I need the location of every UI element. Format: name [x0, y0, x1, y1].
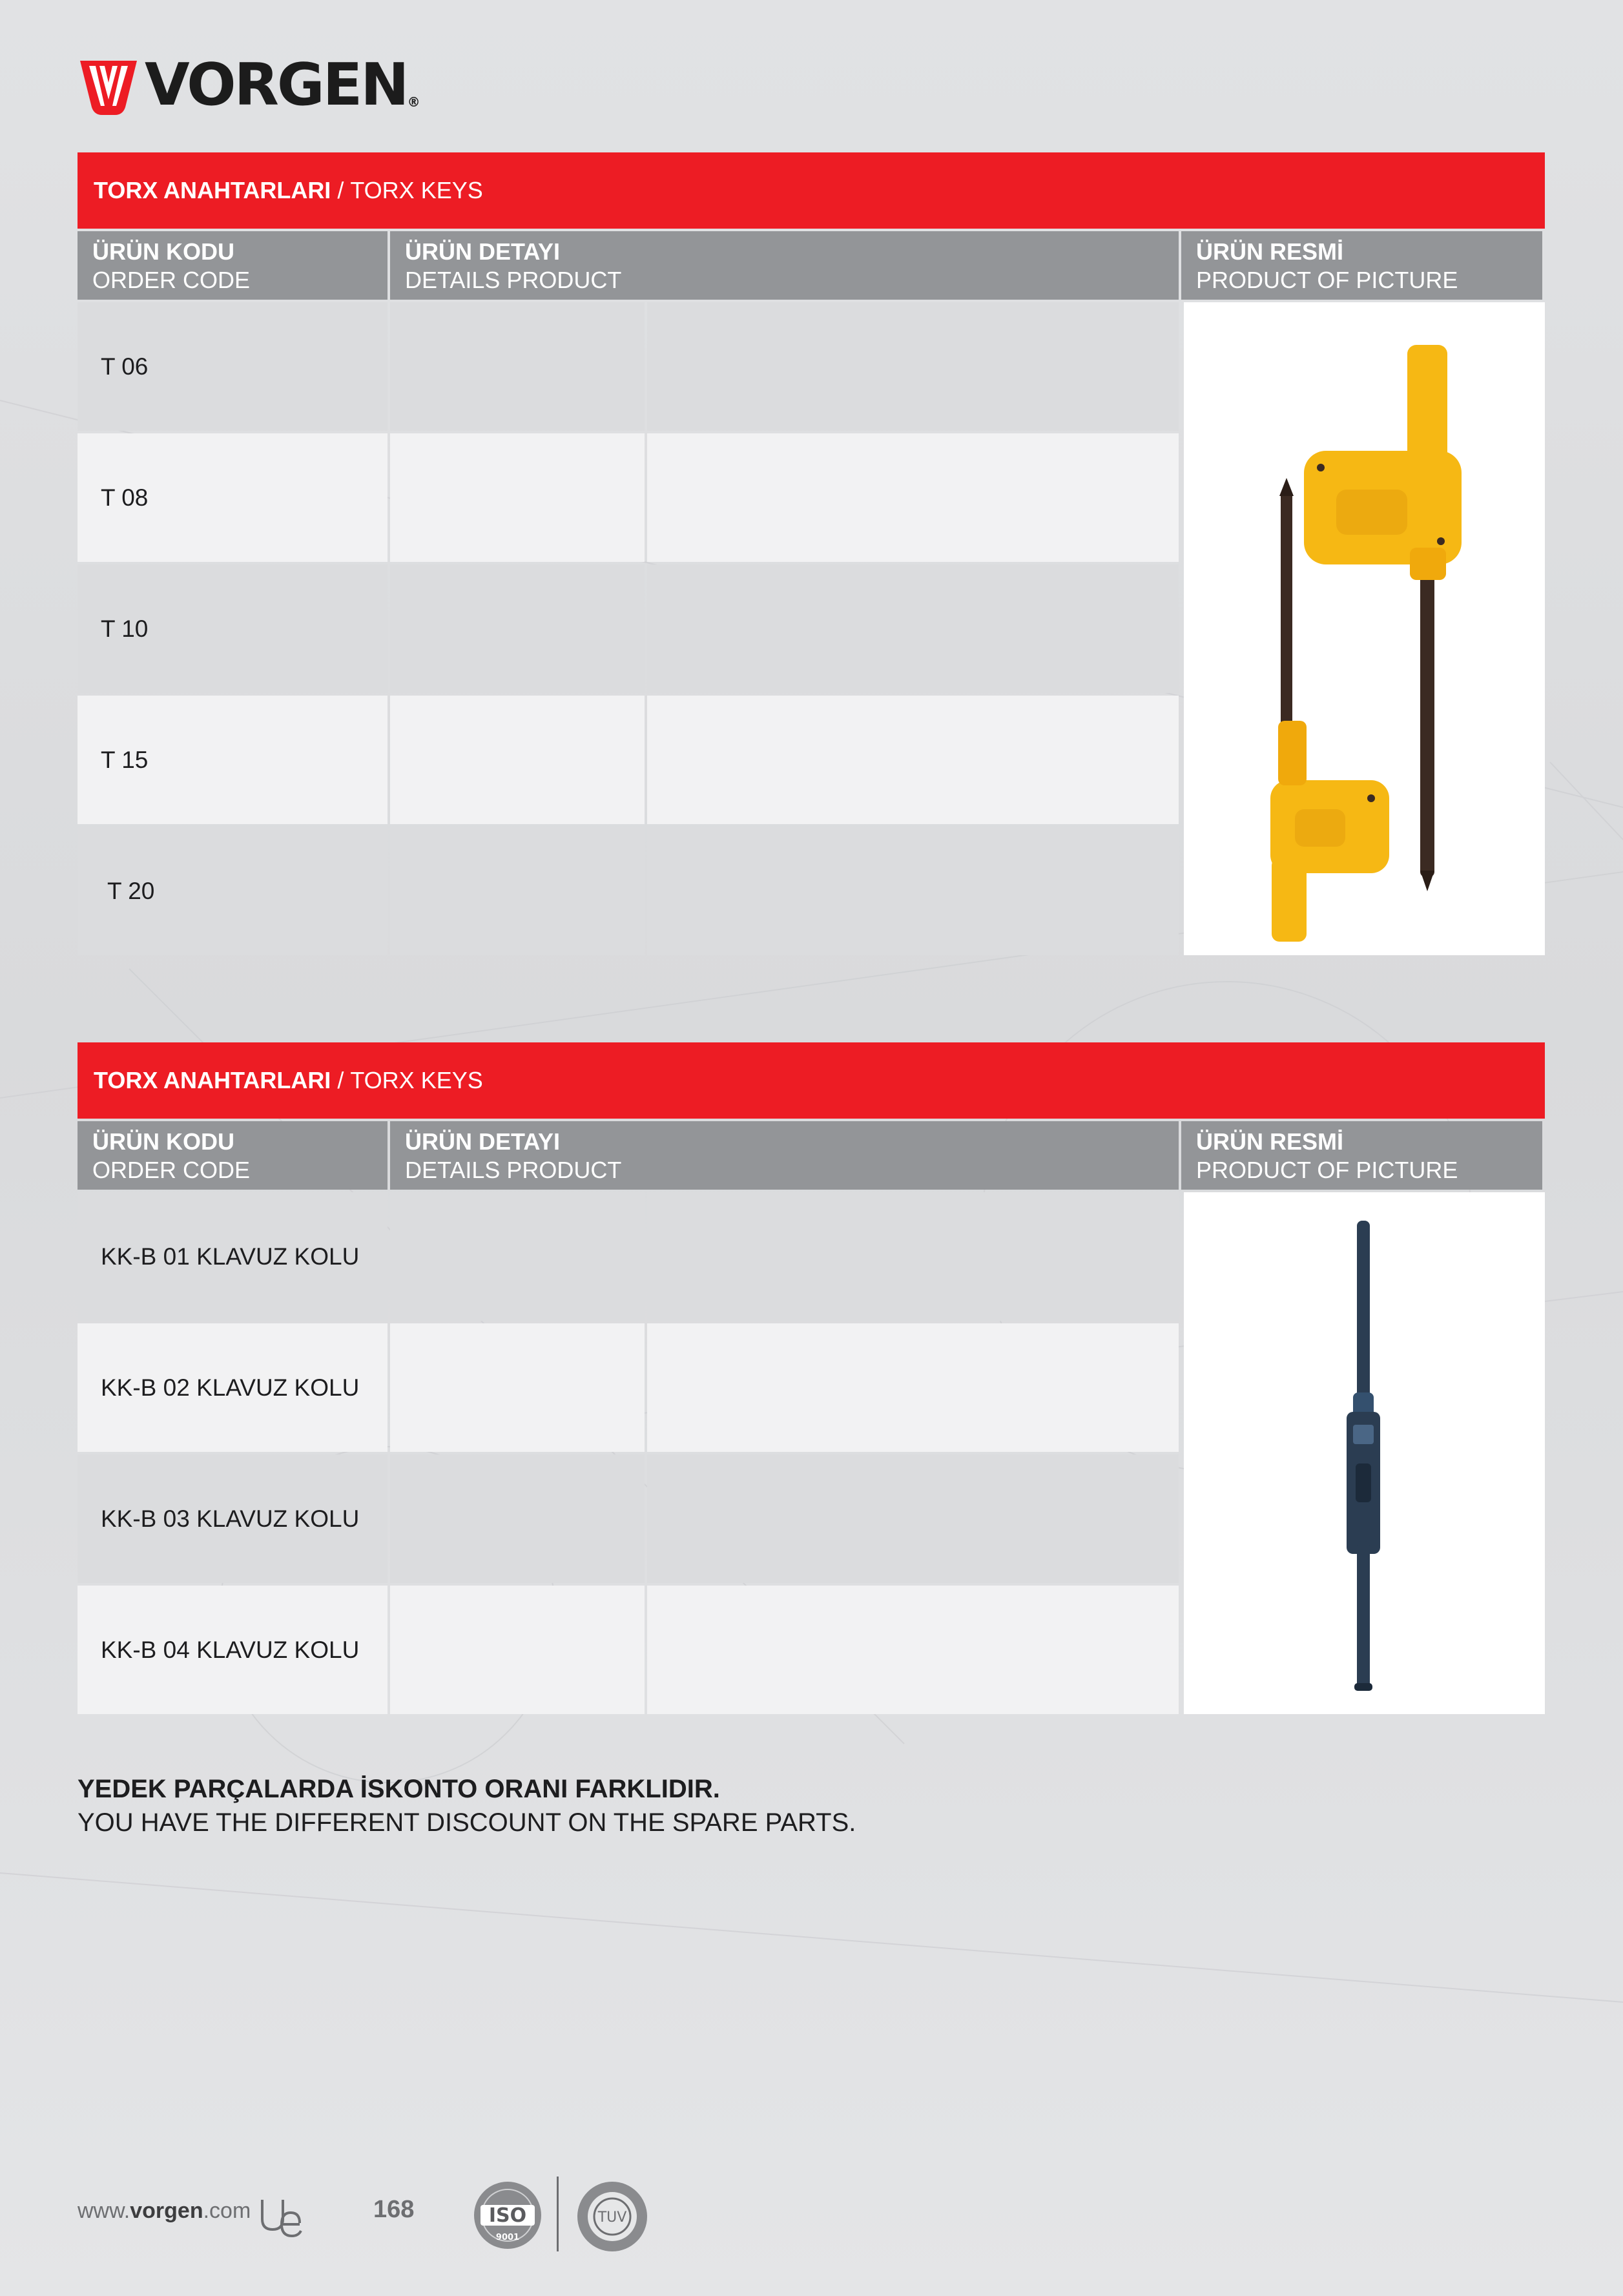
detail-cell: [647, 564, 1179, 693]
order-code-cell: T 20: [78, 827, 388, 955]
vorgen-v-icon: [78, 57, 140, 119]
table-title-bar: [78, 152, 1545, 229]
page-footer: [78, 2170, 723, 2254]
table-body: [78, 1192, 1545, 1717]
detail-cell: [647, 1192, 1179, 1321]
product-picture: [1184, 302, 1545, 955]
table-title-separator: /: [331, 177, 351, 203]
table-title-en: TORX KEYS: [350, 1067, 483, 1093]
brand-name-text: VORGEN: [145, 51, 408, 119]
detail-cell: [390, 564, 645, 693]
discount-note: [78, 1772, 856, 1839]
table-title-tr: TORX ANAHTARLARI: [94, 1067, 331, 1093]
table-row: [78, 1454, 1181, 1583]
column-headers: [78, 231, 1545, 300]
product-picture: [1184, 1192, 1545, 1714]
table-title-tr: TORX ANAHTARLARI: [94, 177, 331, 203]
table-body: [78, 302, 1545, 958]
detail-cell: [647, 696, 1179, 824]
order-code-cell: T 08: [78, 433, 388, 562]
header-order-code: [78, 1121, 388, 1190]
header-en: DETAILS PRODUCT: [405, 1157, 622, 1183]
website-link[interactable]: [78, 2198, 251, 2224]
registered-mark: ®: [407, 94, 420, 110]
header-tr: ÜRÜN DETAYI: [405, 1128, 561, 1155]
header-tr: ÜRÜN KODU: [92, 1128, 234, 1155]
table-row: [78, 302, 1181, 431]
tap-wrench-icon: [1184, 1192, 1545, 1714]
vorgen-logo: [78, 51, 420, 120]
site-brand: vorgen: [130, 2198, 203, 2223]
iso-certification-icon: [470, 2178, 545, 2253]
header-tr: ÜRÜN KODU: [92, 238, 234, 265]
brand-name: [145, 53, 420, 118]
table-row: [78, 1323, 1181, 1452]
detail-cell: [647, 1454, 1179, 1583]
note-line-en: YOU HAVE THE DIFFERENT DISCOUNT ON THE SPARE PARTS.: [78, 1808, 856, 1837]
order-code-cell: KK-B 03 KLAVUZ KOLU: [78, 1454, 388, 1583]
table-title-en: TORX KEYS: [350, 177, 483, 203]
header-details: [390, 1121, 1179, 1190]
ue-mark-icon: [257, 2193, 309, 2245]
site-prefix: www.: [78, 2198, 130, 2223]
detail-cell: [647, 1323, 1179, 1452]
table-title-separator: /: [331, 1067, 351, 1093]
header-tr: ÜRÜN RESMİ: [1196, 1128, 1344, 1155]
torx-key-icon: [1184, 302, 1545, 955]
header-tr: ÜRÜN RESMİ: [1196, 238, 1344, 265]
detail-cell: [390, 302, 645, 431]
detail-cell: [647, 433, 1179, 562]
detail-cell: [390, 696, 645, 824]
table-row: [78, 433, 1181, 562]
header-en: DETAILS PRODUCT: [405, 267, 622, 293]
table-title-bar: [78, 1042, 1545, 1119]
header-order-code: [78, 231, 388, 300]
tap-wrench-table: [78, 1042, 1545, 1717]
detail-cell: [390, 1323, 645, 1452]
table-rows: [78, 1192, 1181, 1717]
detail-cell: [390, 433, 645, 562]
detail-cell: [647, 827, 1179, 955]
header-picture: [1181, 231, 1542, 300]
header-details: [390, 231, 1179, 300]
table-row: [78, 696, 1181, 824]
order-code-cell: KK-B 04 KLAVUZ KOLU: [78, 1586, 388, 1714]
detail-cell: [390, 827, 645, 955]
header-en: ORDER CODE: [92, 1157, 251, 1183]
order-code-cell: KK-B 02 KLAVUZ KOLU: [78, 1323, 388, 1452]
header-tr: ÜRÜN DETAYI: [405, 238, 561, 265]
tuv-certification-icon: [575, 2179, 650, 2254]
header-en: PRODUCT OF PICTURE: [1196, 1157, 1458, 1183]
order-code-cell: T 10: [78, 564, 388, 693]
order-code-cell: T 06: [78, 302, 388, 431]
detail-cell: [647, 1586, 1179, 1714]
header-en: PRODUCT OF PICTURE: [1196, 267, 1458, 293]
footer-divider: [557, 2177, 559, 2251]
column-headers: [78, 1121, 1545, 1190]
tuv-label: TUV: [597, 2209, 627, 2226]
note-line-tr: YEDEK PARÇALARDA İSKONTO ORANI FARKLIDIR.: [78, 1775, 720, 1803]
order-code-cell: KK-B 01 KLAVUZ KOLU: [78, 1192, 388, 1321]
detail-cell: [647, 302, 1179, 431]
table-row: [78, 1586, 1181, 1714]
detail-cell: [390, 1192, 645, 1321]
table-rows: [78, 302, 1181, 958]
header-en: ORDER CODE: [92, 267, 251, 293]
detail-cell: [390, 1586, 645, 1714]
page-number: 168: [373, 2196, 415, 2223]
order-code-cell: T 15: [78, 696, 388, 824]
table-row: [78, 564, 1181, 693]
site-suffix: .com: [203, 2198, 251, 2223]
table-row: [78, 1192, 1181, 1321]
table-row: [78, 827, 1181, 955]
detail-cell: [390, 1454, 645, 1583]
torx-keys-table: [78, 152, 1545, 958]
iso-label: ISO: [488, 2204, 527, 2227]
iso-number: 9001: [495, 2233, 520, 2242]
header-picture: [1181, 1121, 1542, 1190]
